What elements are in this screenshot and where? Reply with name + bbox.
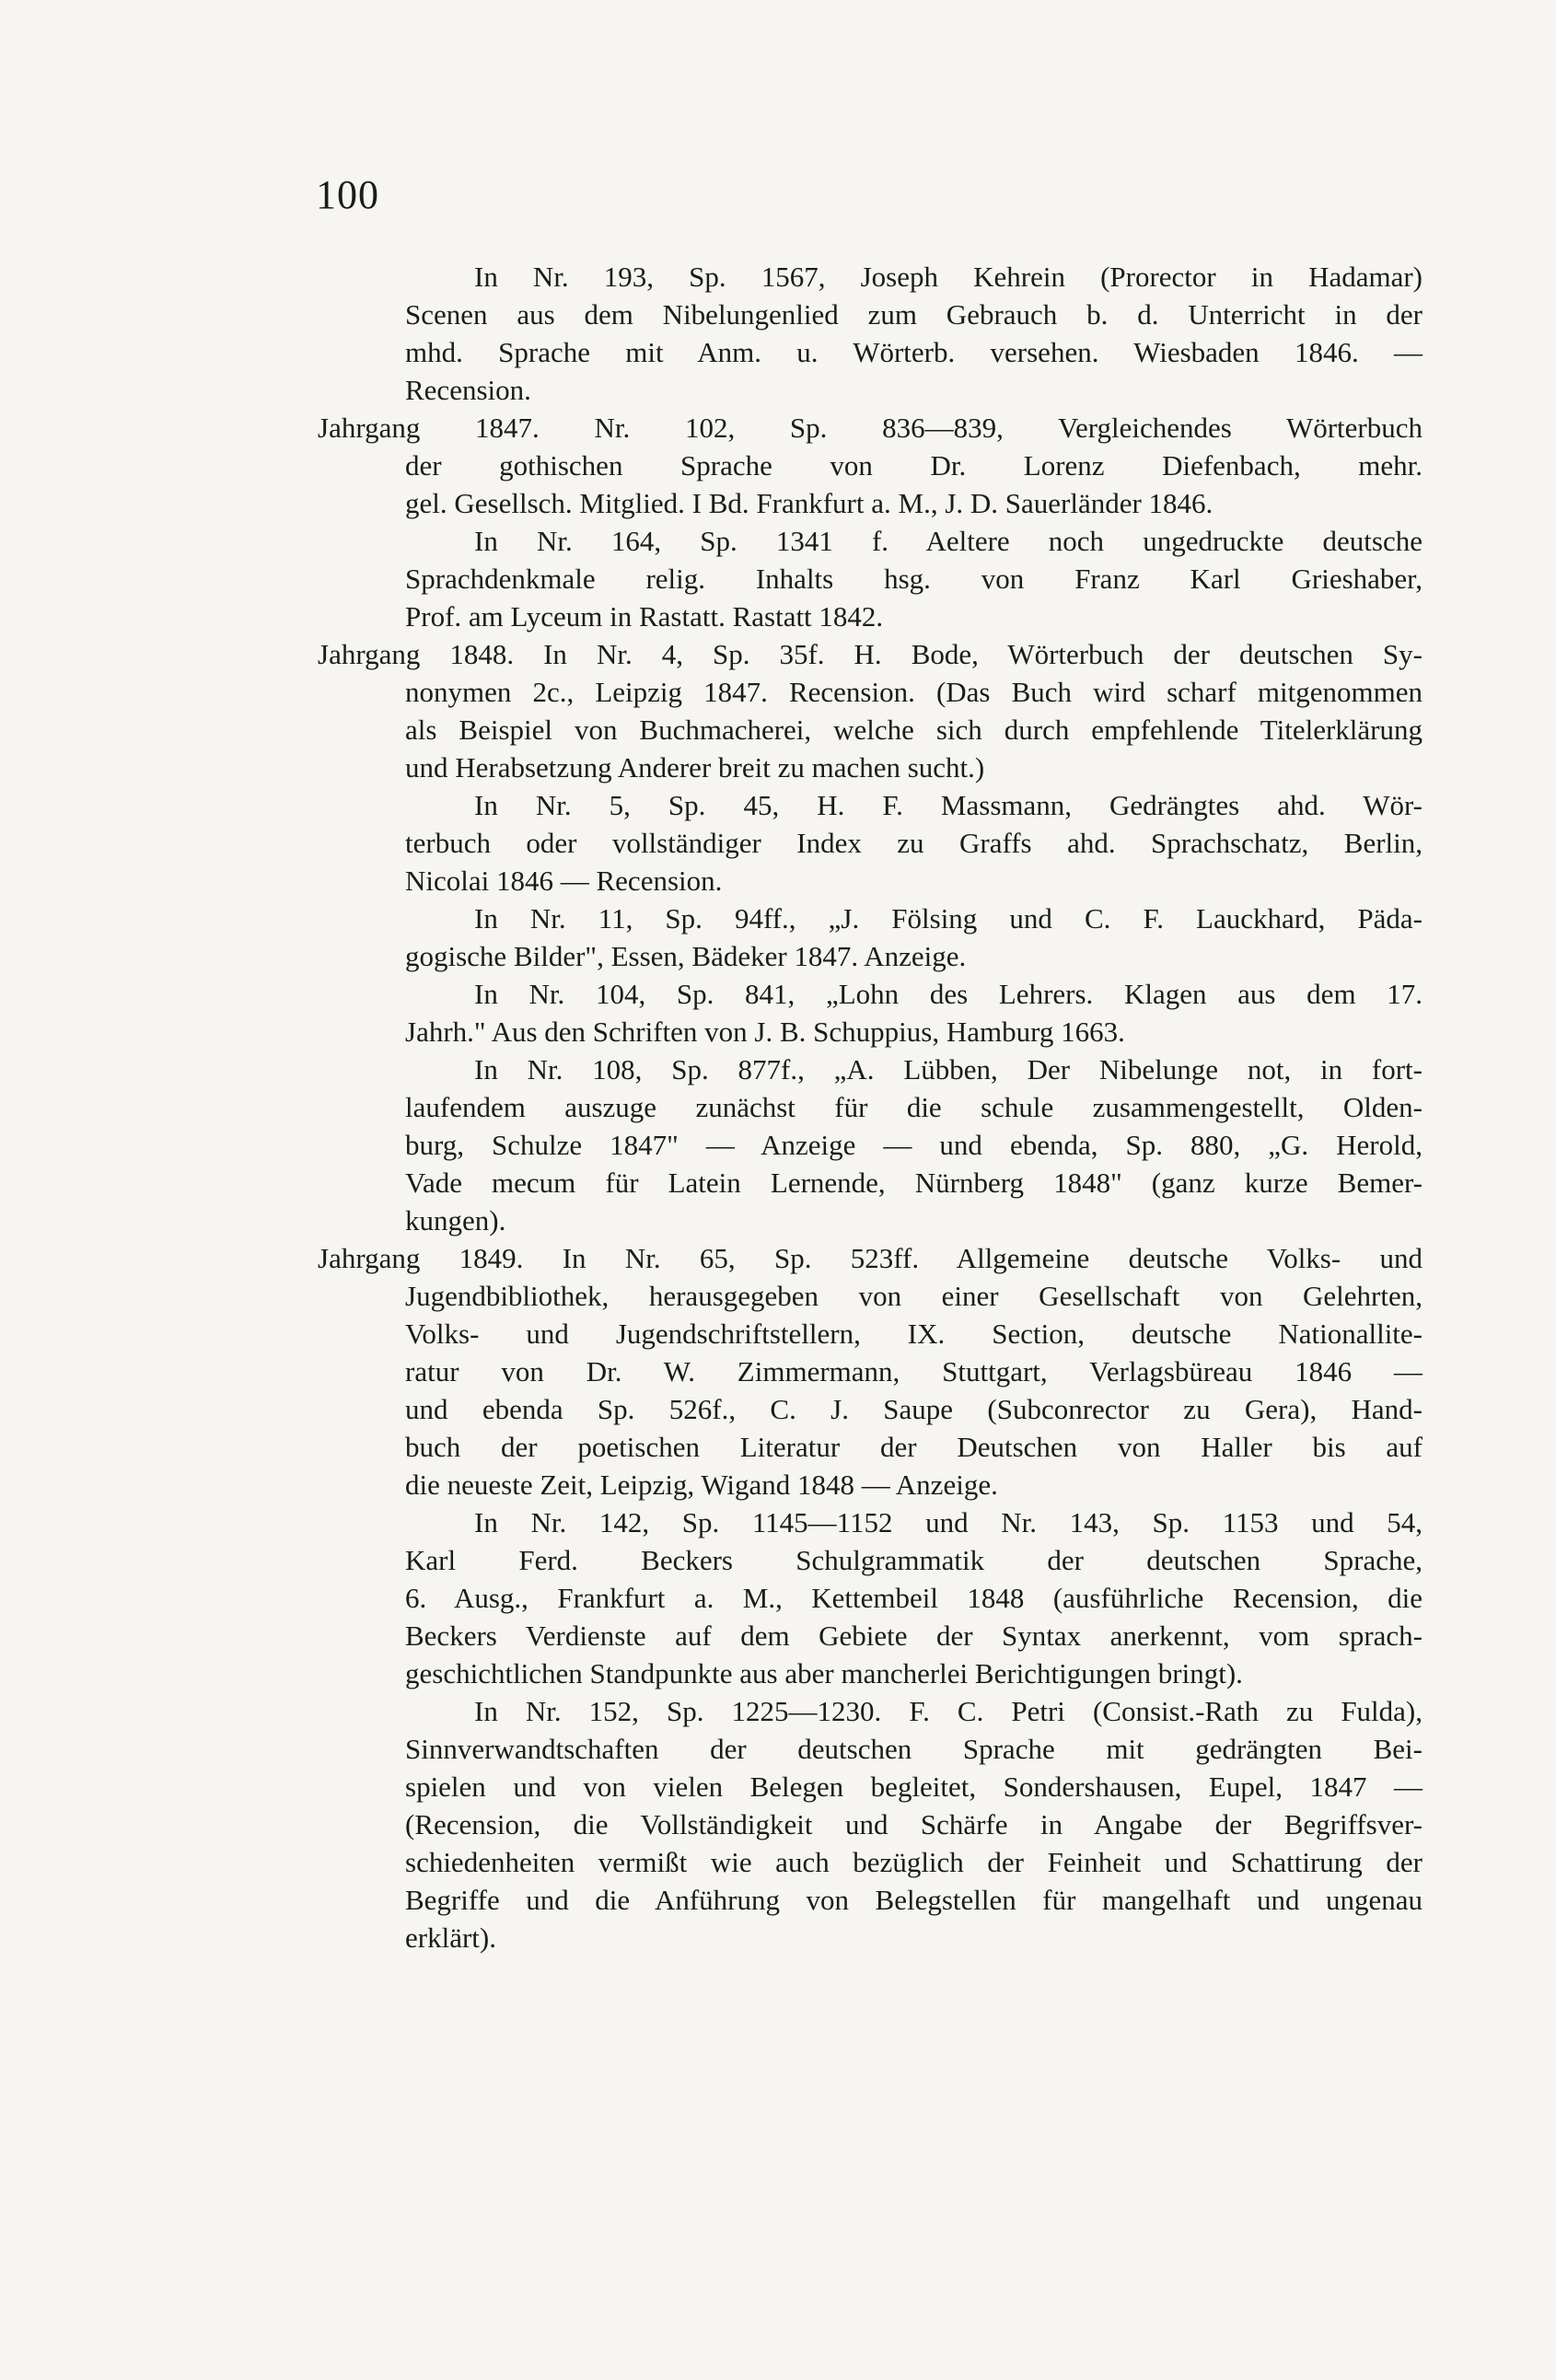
text-line: geschichtlichen Standpunkte aus aber mancherlei Berichtigungen bringt). — [405, 1657, 1243, 1689]
text-line: Jahrgang 1849. In Nr. 65, Sp. 523ff. Allgemeine deutsche Volks- und — [318, 1242, 1422, 1274]
bibliography-entry — [405, 900, 1422, 975]
text-line: die neueste Zeit, Leipzig, Wigand 1848 — Anzeige. — [405, 1469, 998, 1501]
text-line: kungen). — [405, 1204, 506, 1236]
text-line: mhd. Sprache mit Anm. u. Wörterb. versehen. Wiesbaden 1846. — — [405, 336, 1422, 368]
text-line: Prof. am Lyceum in Rastatt. Rastatt 1842. — [405, 600, 884, 633]
text-line: In Nr. 142, Sp. 1145—1152 und Nr. 143, Sp. 1153 und 54, — [474, 1506, 1422, 1538]
text-line: der gothischen Sprache von Dr. Lorenz Diefenbach, mehr. — [405, 449, 1422, 482]
text-line: terbuch oder vollständiger Index zu Graffs ahd. Sprachschatz, Berlin, — [405, 827, 1422, 859]
text-line: spielen und von vielen Belegen begleitet, Sondershausen, Eupel, 1847 — — [405, 1770, 1422, 1803]
text-line: als Beispiel von Buchmacherei, welche sich durch empfehlende Titelerklärung — [405, 714, 1422, 746]
text-line: In Nr. 108, Sp. 877f., „A. Lübben, Der Nibelunge not, in fort- — [474, 1053, 1422, 1086]
text-line: Karl Ferd. Beckers Schulgrammatik der deutschen Sprache, — [405, 1544, 1422, 1576]
text-line: schiedenheiten vermißt wie auch bezüglich der Feinheit und Schattirung der — [405, 1846, 1422, 1878]
text-line: und Herabsetzung Anderer breit zu machen sucht.) — [405, 751, 985, 784]
bibliography-entry — [405, 1503, 1422, 1692]
text-line: Jugendbibliothek, herausgegeben von einer Gesellschaft von Gelehrten, — [405, 1280, 1422, 1312]
text-line: Beckers Verdienste auf dem Gebiete der Syntax anerkennt, vom sprach- — [405, 1620, 1422, 1652]
bibliography-entry — [405, 786, 1422, 900]
bibliography-entry — [318, 1239, 1422, 1503]
text-line: Sprachdenkmale relig. Inhalts hsg. von Franz Karl Grieshaber, — [405, 563, 1422, 595]
bibliography-entry — [318, 635, 1422, 786]
text-line: (Recension, die Vollständigkeit und Schärfe in Angabe der Begriffsver- — [405, 1808, 1422, 1840]
text-line: erklärt). — [405, 1921, 496, 1954]
text-line: In Nr. 193, Sp. 1567, Joseph Kehrein (Prorector in Hadamar) — [474, 261, 1422, 293]
text-line: Jahrgang 1848. In Nr. 4, Sp. 35f. H. Bode, Wörterbuch der deutschen Sy- — [318, 638, 1422, 670]
text-line: burg, Schulze 1847" — Anzeige — und ebenda, Sp. 880, „G. Herold, — [405, 1129, 1422, 1161]
text-line: Recension. — [405, 374, 531, 406]
text-line: Jahrh." Aus den Schriften von J. B. Schuppius, Hamburg 1663. — [405, 1016, 1125, 1048]
page-number: 100 — [316, 172, 379, 217]
text-line: laufendem auszuge zunächst für die schule zusammengestellt, Olden- — [405, 1091, 1422, 1123]
bibliography-entry — [405, 975, 1422, 1051]
text-line: In Nr. 5, Sp. 45, H. F. Massmann, Gedrängtes ahd. Wör- — [474, 789, 1422, 821]
bibliography-entry — [405, 1692, 1422, 1956]
text-line: In Nr. 164, Sp. 1341 f. Aeltere noch ungedruckte deutsche — [474, 525, 1422, 557]
text-line: Volks- und Jugendschriftstellern, IX. Section, deutsche Nationallite- — [405, 1318, 1422, 1350]
text-line: und ebenda Sp. 526f., C. J. Saupe (Subconrector zu Gera), Hand- — [405, 1393, 1422, 1425]
text-line: Sinnverwandtschaften der deutschen Sprache mit gedrängten Bei- — [405, 1733, 1422, 1765]
bibliography-entry — [405, 522, 1422, 635]
text-line: 6. Ausg., Frankfurt a. M., Kettembeil 1848 (ausführliche Recension, die — [405, 1582, 1422, 1614]
bibliography-entry — [405, 1051, 1422, 1239]
text-line: Nicolai 1846 — Recension. — [405, 865, 723, 897]
bibliography-entry — [318, 409, 1422, 522]
bibliography-entry — [405, 258, 1422, 409]
text-line: Begriffe und die Anführung von Belegstellen für mangelhaft und ungenau — [405, 1884, 1422, 1916]
text-line: In Nr. 152, Sp. 1225—1230. F. C. Petri (Consist.-Rath zu Fulda), — [474, 1695, 1422, 1727]
text-line: Scenen aus dem Nibelungenlied zum Gebrauch b. d. Unterricht in der — [405, 298, 1422, 331]
text-line: Vade mecum für Latein Lernende, Nürnberg 1848" (ganz kurze Bemer- — [405, 1167, 1422, 1199]
text-line: buch der poetischen Literatur der Deutschen von Haller bis auf — [405, 1431, 1422, 1463]
text-line: Jahrgang 1847. Nr. 102, Sp. 836—839, Vergleichendes Wörterbuch — [318, 412, 1422, 444]
text-line: In Nr. 11, Sp. 94ff., „J. Fölsing und C. F. Lauckhard, Päda- — [474, 902, 1422, 935]
text-line: In Nr. 104, Sp. 841, „Lohn des Lehrers. Klagen aus dem 17. — [474, 978, 1422, 1010]
bibliography-text — [318, 258, 1422, 1956]
text-line: nonymen 2c., Leipzig 1847. Recension. (Das Buch wird scharf mitgenommen — [405, 676, 1422, 708]
text-line: gel. Gesellsch. Mitglied. I Bd. Frankfurt a. M., J. D. Sauerländer 1846. — [405, 487, 1213, 519]
text-line: ratur von Dr. W. Zimmermann, Stuttgart, Verlagsbüreau 1846 — — [405, 1355, 1422, 1387]
text-line: gogische Bilder", Essen, Bädeker 1847. Anzeige. — [405, 940, 967, 972]
